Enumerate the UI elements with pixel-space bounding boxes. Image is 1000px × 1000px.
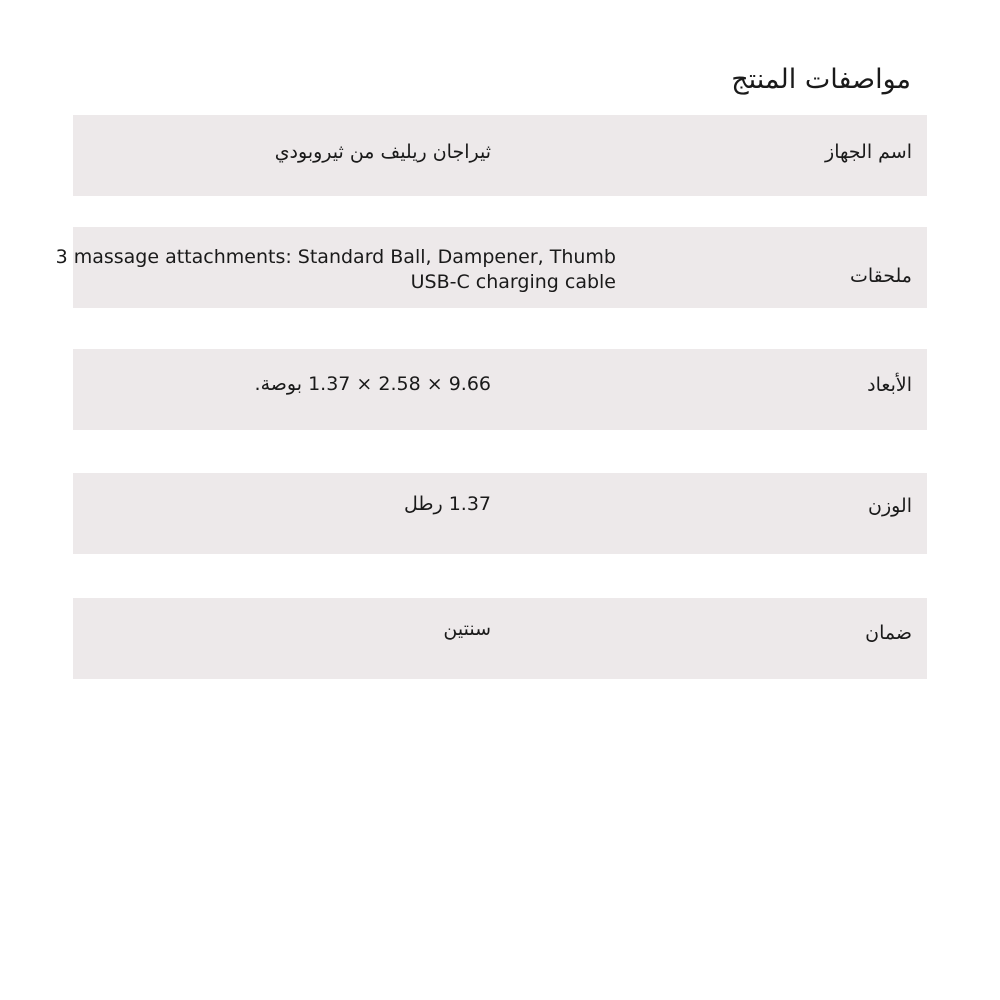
spec-value-dimensions: 9.66 × 2.58 × 1.37 بوصة. [254,373,491,395]
spec-label-device-name: اسم الجهاز [825,141,912,163]
spec-row-accessories [55,227,927,308]
spec-row-dimensions [73,349,927,430]
spec-row-weight [73,473,927,554]
spec-value-weight: 1.37 رطل [403,493,491,515]
spec-label-weight: الوزن [867,495,912,517]
spec-value-device-name: ثيراجان ريليف من ثيروبودي [274,141,491,163]
spec-value-accessories [56,245,616,295]
spec-row-device-name [73,115,927,196]
accessory-line-attachments: 3 massage attachments: Standard Ball, Dampener, Thumb [55,246,616,268]
spec-value-warranty: سنتين [443,618,491,640]
accessory-line-cable: USB-C charging cable [410,271,616,293]
spec-label-dimensions: الأبعاد [867,374,912,396]
spec-label-accessories: ملحقات [849,265,912,287]
page-title: مواصفات المنتج [731,64,911,95]
spec-label-warranty: ضمان [865,622,912,644]
spec-row-warranty [73,598,927,679]
